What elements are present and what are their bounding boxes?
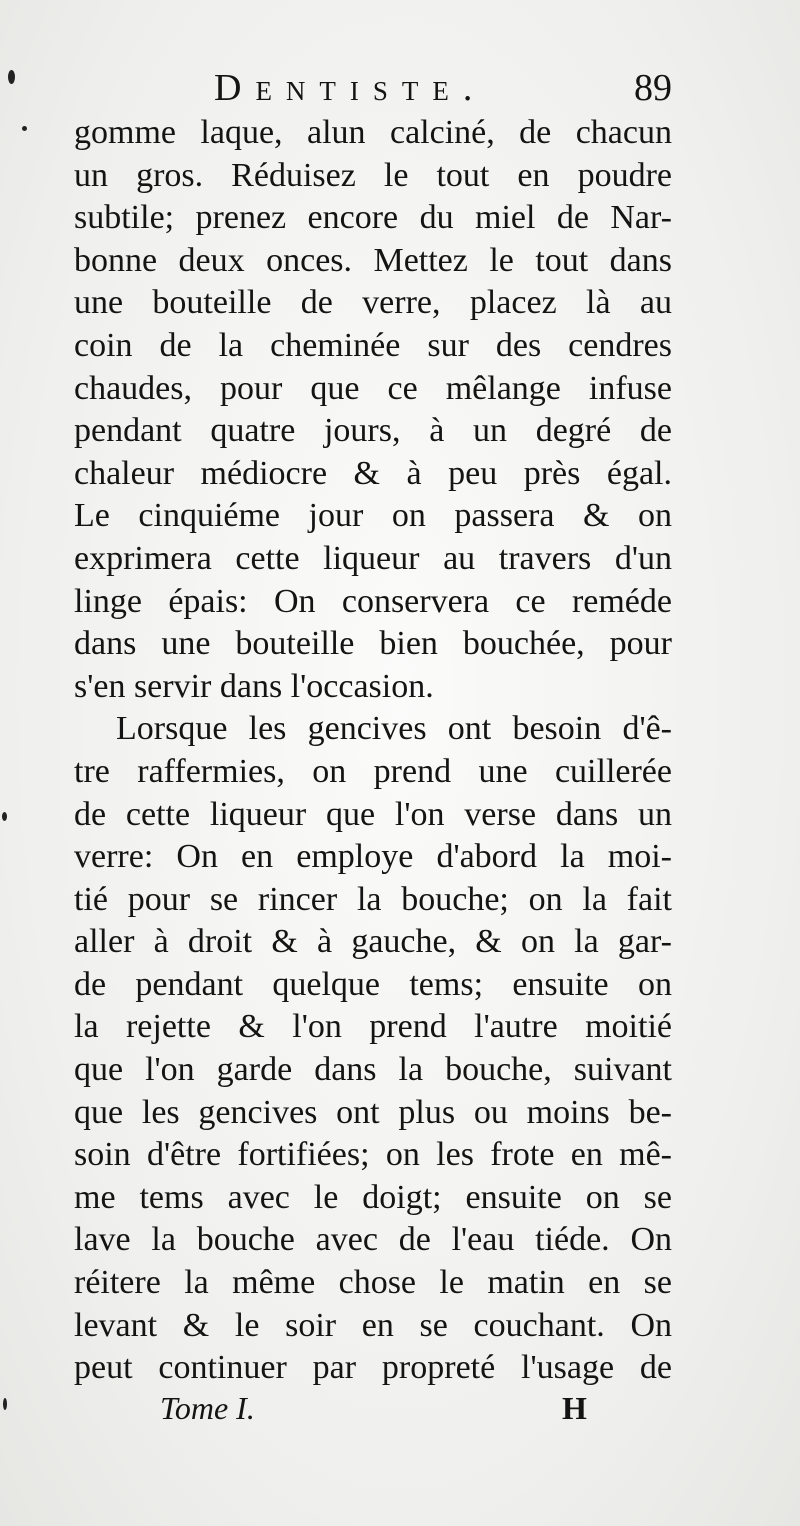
text-line: bonne deux onces. Mettez le tout dans [74, 241, 672, 279]
text-line: chaudes, pour que ce mêlange infuse [74, 369, 672, 407]
text-line: soin d'être fortifiées; on les frote en mê- [74, 1136, 672, 1174]
text-line: tre raffermies, on prend une cuillerée [74, 752, 672, 790]
paragraph-first-line: Lorsque les gencives ont besoin d'ê- [116, 710, 672, 748]
volume-label: Tome I. [160, 1390, 255, 1426]
page-number: 89 [634, 67, 672, 109]
text-line: me tems avec le doigt; ensuite on se [74, 1178, 672, 1216]
text-line: de pendant quelque tems; ensuite on [74, 965, 672, 1003]
text-line: coin de la cheminée sur des cendres [74, 326, 672, 364]
text-line: chaleur médiocre & à peu près égal. [74, 454, 672, 492]
ink-speck [8, 70, 15, 84]
page-footer [74, 1390, 672, 1438]
ink-speck [22, 126, 27, 131]
text-line: subtile; prenez encore du miel de Nar- [74, 199, 672, 237]
ink-speck [2, 812, 7, 821]
text-line: Le cinquiéme jour on passera & on [74, 497, 672, 535]
text-line: exprimera cette liqueur au travers d'un [74, 539, 672, 577]
text-line: la rejette & l'on prend l'autre moitié [74, 1008, 672, 1046]
signature-mark: H [562, 1390, 587, 1426]
text-line: une bouteille de verre, placez là au [74, 284, 672, 322]
text-line: réitere la même chose le matin en se [74, 1264, 672, 1302]
text-line: dans une bouteille bien bouchée, pour [74, 625, 672, 663]
running-head [74, 66, 674, 118]
text-line: s'en servir dans l'occasion. [74, 667, 434, 705]
text-line: pendant quatre jours, à un degré de [74, 412, 672, 450]
text-line: lave la bouche avec de l'eau tiéde. On [74, 1221, 672, 1259]
text-line: que les gencives ont plus ou moins be- [74, 1093, 672, 1131]
text-line: de cette liqueur que l'on verse dans un [74, 795, 672, 833]
running-title: Dentiste. [214, 67, 487, 109]
text-line: que l'on garde dans la bouche, suivant [74, 1051, 672, 1089]
text-line: aller à droit & à gauche, & on la gar- [74, 923, 672, 961]
text-line: un gros. Réduisez le tout en poudre [74, 156, 672, 194]
text-line: gomme laque, alun calciné, de chacun [74, 114, 672, 151]
text-line: peut continuer par propreté l'usage de [74, 1349, 672, 1387]
text-line: linge épais: On conservera ce reméde [74, 582, 672, 620]
text-line: levant & le soir en se couchant. On [74, 1306, 672, 1344]
page-text [74, 112, 672, 1390]
text-line: tié pour se rincer la bouche; on la fait [74, 880, 672, 918]
ink-speck [3, 1398, 7, 1410]
text-line: verre: On en employe d'abord la moi- [74, 838, 672, 876]
